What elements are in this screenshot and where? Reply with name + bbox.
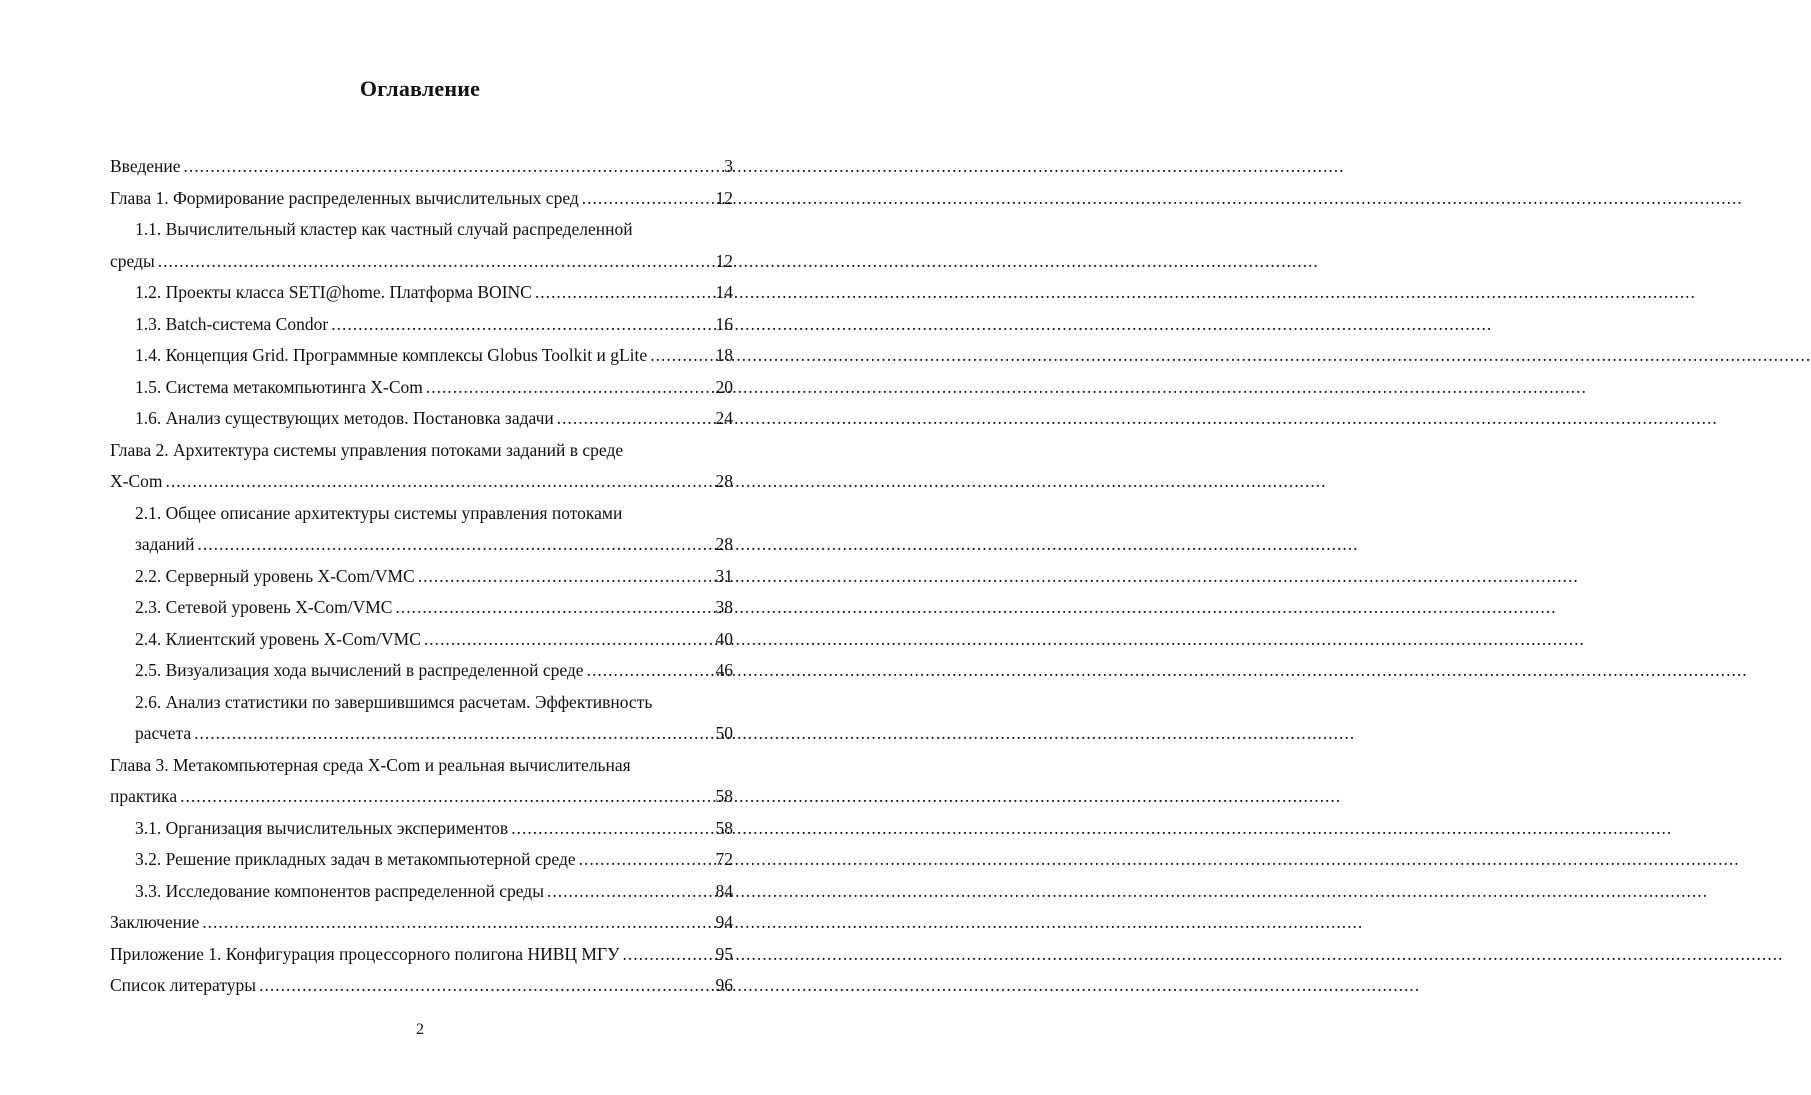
toc-entry[interactable] (110, 214, 733, 246)
toc-entry-page: 84 (715, 880, 733, 901)
toc-entry[interactable] (110, 151, 733, 183)
toc-entry[interactable] (110, 750, 733, 782)
toc-entry-page: 12 (715, 187, 733, 208)
toc-entry[interactable] (110, 655, 733, 687)
toc-entry-title-continuation: практика (110, 786, 178, 806)
toc-entry-title: Глава 1. Формирование распределенных вычислительных сред (110, 187, 579, 208)
toc-entry-title: 2.3. Сетевой уровень X-Com/VMC (135, 597, 393, 617)
dot-leader (166, 466, 712, 498)
toc-entry-page: 24 (715, 408, 733, 428)
toc-entry[interactable] (110, 277, 733, 309)
toc-entry-page: 94 (715, 912, 733, 932)
dot-leader (557, 403, 712, 435)
dot-leader (582, 183, 712, 215)
toc-entry-title-continuation: среды (110, 250, 155, 271)
toc-entry[interactable] (110, 907, 733, 939)
toc-entry-title: 2.5. Визуализация хода вычислений в распределенной среде (135, 660, 584, 680)
dot-leader (587, 655, 712, 687)
toc-entry-page: 14 (715, 282, 733, 302)
toc-entry-page: 12 (715, 250, 733, 271)
dot-leader (622, 939, 711, 971)
toc-entry-page: 72 (715, 849, 733, 869)
dot-leader (426, 372, 712, 404)
dot-leader (180, 781, 711, 813)
toc-entry-continuation[interactable] (110, 466, 733, 498)
dot-leader (418, 561, 712, 593)
toc-entry-page: 3 (724, 156, 733, 176)
toc-entry-title: 1.6. Анализ существующих методов. Постановка задачи (135, 408, 554, 428)
toc-entry-title: 2.1. Общее описание архитектуры системы управления потоками (135, 502, 623, 523)
dot-leader (259, 970, 711, 1002)
toc-entry-title: Список литературы (110, 975, 257, 995)
toc-entry-title: 3.2. Решение прикладных задач в метакомпьютерной среде (135, 849, 576, 869)
toc-entry-title: 1.3. Batch-система Condor (135, 313, 329, 334)
dot-leader (535, 277, 712, 309)
toc-entry[interactable] (110, 813, 733, 845)
toc-entry[interactable] (110, 970, 733, 1002)
toc-entry-continuation[interactable] (110, 781, 733, 813)
dot-leader (194, 718, 711, 750)
toc-entry-continuation[interactable] (110, 246, 733, 278)
table-of-contents (110, 151, 733, 1002)
dot-leader (395, 592, 711, 624)
toc-entry-title: 2.6. Анализ статистики по завершившимся расчетам. Эффективность (135, 691, 653, 712)
dot-leader (511, 813, 711, 845)
toc-entry[interactable] (110, 309, 733, 341)
toc-entry-page: 28 (715, 534, 733, 554)
dot-leader (547, 876, 712, 908)
toc-entry-page: 95 (715, 943, 733, 964)
toc-entry[interactable] (110, 498, 733, 530)
page-number: 2 (416, 1021, 424, 1038)
toc-entry-continuation[interactable] (110, 718, 733, 750)
dot-leader (158, 246, 712, 278)
toc-entry-title-continuation: X-Com (110, 471, 163, 491)
toc-entry-title: 1.5. Система метакомпьютинга X-Com (135, 376, 423, 397)
toc-entry[interactable] (110, 687, 733, 719)
toc-entry-page: 58 (715, 817, 733, 838)
toc-entry-title: 1.2. Проекты класса SETI@home. Платформа BOINC (135, 282, 532, 302)
toc-entry[interactable] (110, 624, 733, 656)
toc-entry[interactable] (110, 939, 733, 971)
toc-entry[interactable] (110, 340, 733, 372)
toc-entry-continuation[interactable] (110, 529, 733, 561)
toc-entry-title: Введение (110, 156, 181, 176)
toc-entry-title: 1.4. Концепция Grid. Программные комплексы Globus Toolkit и gLite (135, 345, 648, 365)
toc-entry-page: 18 (715, 345, 733, 365)
toc-entry-page: 31 (715, 565, 733, 586)
dot-leader (650, 340, 711, 372)
toc-entry-page: 58 (715, 786, 733, 806)
page-title: Оглавление (359, 76, 481, 101)
dot-leader (331, 309, 711, 341)
toc-entry-page: 96 (715, 975, 733, 995)
toc-entry-title-continuation: расчета (135, 723, 192, 743)
toc-entry-title: Глава 2. Архитектура системы управления потоками заданий в среде (110, 439, 624, 460)
dot-leader (579, 844, 712, 876)
toc-entry-page: 50 (715, 723, 733, 743)
toc-entry-page: 46 (715, 660, 733, 680)
toc-entry-title: 3.1. Организация вычислительных экспериментов (135, 817, 509, 838)
toc-entry[interactable] (110, 183, 733, 215)
toc-entry-title: 2.2. Серверный уровень X-Com/VMC (135, 565, 415, 586)
toc-entry-page: 40 (715, 628, 733, 649)
toc-entry[interactable] (110, 876, 733, 908)
toc-entry-page: 28 (715, 471, 733, 491)
toc-entry[interactable] (110, 561, 733, 593)
toc-entry-title: 3.3. Исследование компонентов распределенной среды (135, 880, 544, 901)
toc-entry-title: Заключение (110, 912, 200, 932)
dot-leader (424, 624, 712, 656)
toc-entry[interactable] (110, 403, 733, 435)
toc-entry-page: 20 (715, 376, 733, 397)
dot-leader (202, 907, 711, 939)
dot-leader (197, 529, 711, 561)
toc-entry-title: Глава 3. Метакомпьютерная среда X-Com и реальная вычислительная (110, 754, 631, 775)
dot-leader (184, 151, 721, 183)
toc-entry-title: 1.1. Вычислительный кластер как частный случай распределенной (135, 219, 633, 239)
toc-entry[interactable] (110, 372, 733, 404)
toc-entry-page: 38 (715, 597, 733, 617)
toc-entry-title: Приложение 1. Конфигурация процессорного полигона НИВЦ МГУ (110, 943, 620, 964)
toc-entry[interactable] (110, 844, 733, 876)
toc-entry[interactable] (110, 435, 733, 467)
toc-entry-page: 16 (715, 313, 733, 334)
toc-entry[interactable] (110, 592, 733, 624)
toc-entry-title-continuation: заданий (135, 534, 195, 554)
toc-entry-title: 2.4. Клиентский уровень X-Com/VMC (135, 628, 421, 649)
